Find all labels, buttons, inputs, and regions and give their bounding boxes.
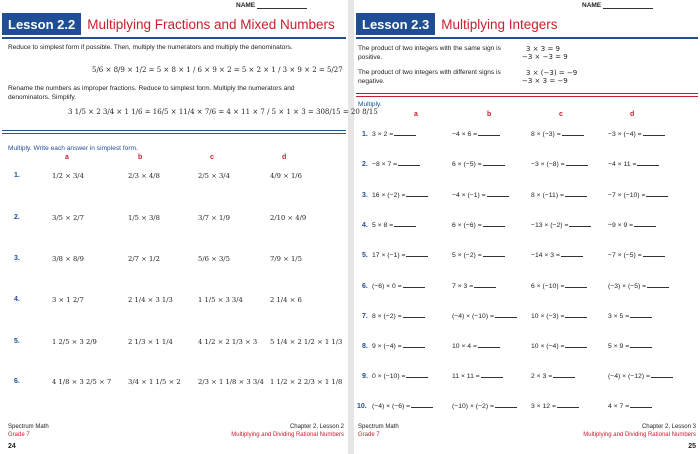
exercise-prompt: Multiply. [358,101,382,108]
problem-text: 10 × (−3) = [531,313,565,320]
answer-blank[interactable] [406,196,428,197]
rule-different-sign-example-2: −3 × 3 = −9 [522,77,568,85]
problem-4-d: 2 1/4 × 6 [270,296,302,304]
problem-text: (−10) × (−2) = [452,403,494,410]
problem-text: 6 × (−6) = [452,222,482,229]
problem-6-c [531,283,587,290]
problem-text: 3 × 12 = [531,403,556,410]
problem-6-a: 4 1/8 × 3 2/5 × 7 [52,378,112,386]
footer-book: Spectrum Math [8,424,49,430]
name-line[interactable] [257,8,307,9]
example-1: 5/6 × 8/9 × 1/2 = 5 × 8 × 1 / 6 × 9 × 2 = 5 × 2 × 1 / 3 × 9 × 2 = 5/27 [92,66,343,74]
problem-10-c [531,403,579,410]
problem-text: −3 × (−8) = [531,161,565,168]
problem-3-b [452,192,509,199]
name-label: NAME [582,2,602,9]
answer-blank[interactable] [553,377,575,378]
name-label: NAME [236,2,256,9]
page-right [354,0,700,454]
problem-1-a: 1/2 × 3/4 [52,172,84,180]
problem-text: 5 × (−2) = [452,252,482,259]
problem-text: 0 × (−10) = [372,373,406,380]
problem-3-c: 5/6 × 3/5 [198,255,230,263]
problem-text: 17 × (−1) = [372,252,406,259]
problem-8-d [608,343,652,350]
row-number: 1. [14,172,20,179]
problem-5-a: 1 2/5 × 3 2/9 [52,338,97,346]
header-rule [2,37,346,39]
answer-blank[interactable] [495,317,517,318]
problem-2-d: 2/10 × 4/9 [270,214,307,222]
problem-1-d: 4/9 × 1/6 [270,172,302,180]
row-number: 7. [362,313,368,320]
problem-text: 8 × (−3) = [531,131,561,138]
answer-blank[interactable] [403,317,425,318]
lesson-title: Multiplying Fractions and Mixed Numbers [87,16,335,32]
problem-text: −14 × 3 = [531,252,560,259]
answer-blank[interactable] [495,407,517,408]
column-header-c: c [559,111,563,118]
row-number: 3. [14,255,20,262]
answer-blank[interactable] [565,287,587,288]
rule-different-sign-example-1: 3 × (−3) = −9 [526,69,578,77]
answer-blank[interactable] [561,256,583,257]
problem-text: −4 × 11 = [608,161,637,168]
footer-chapter: Chapter 2, Lesson 2 [289,424,344,430]
name-field [582,2,653,9]
problem-3-b: 2/7 × 1/2 [128,255,160,263]
answer-blank[interactable] [403,287,425,288]
problem-4-b: 2 1/4 × 3 1/3 [128,296,173,304]
problem-text: −7 × (−5) = [608,252,642,259]
rule-same-sign-example-1: 3 × 3 = 9 [526,45,560,53]
footer-chapter: Chapter 2, Lesson 3 [641,424,696,430]
problem-1-b [452,131,500,138]
divider-blue [2,130,346,131]
answer-blank[interactable] [562,135,584,136]
problem-5-c [531,252,583,259]
answer-blank[interactable] [483,256,505,257]
lesson-badge: Lesson 2.3 [356,13,435,35]
exercise-prompt: Multiply. Write each answer in simplest form. [8,145,138,152]
problem-1-b: 2/3 × 4/8 [128,172,160,180]
footer-right [231,424,344,439]
problem-text: 10 × 4 = [452,343,477,350]
problem-6-b [452,283,496,290]
footer-grade: Grade 7 [8,431,30,438]
answer-blank[interactable] [630,407,652,408]
footer-left [8,424,49,439]
problem-5-d [608,252,665,259]
answer-blank[interactable] [398,165,420,166]
answer-blank[interactable] [483,165,505,166]
problem-text: (−6) × 0 = [372,283,402,290]
row-number: 1. [362,131,368,138]
problem-2-a [372,161,420,168]
problem-text: −3 × (−4) = [608,131,642,138]
problem-text: 3 × 2 = [372,131,394,138]
problem-text: 16 × (−2) = [372,192,406,199]
problem-6-c: 2/3 × 1 1/8 × 3 3/4 [198,378,264,386]
rule-same-sign-example-2: −3 × −3 = 9 [522,53,568,61]
header-rule [356,37,698,39]
answer-blank[interactable] [651,377,673,378]
name-line[interactable] [603,8,653,9]
row-number: 3. [362,192,368,199]
answer-blank[interactable] [406,256,428,257]
row-number: 6. [14,378,20,385]
problem-6-d [608,283,669,290]
problem-text: −13 × (−2) = [531,222,569,229]
problem-5-a [372,252,428,259]
problem-6-a [372,283,425,290]
problem-4-a: 3 × 1 2/7 [52,296,84,304]
answer-blank[interactable] [647,287,669,288]
problem-9-d [608,373,673,380]
answer-blank[interactable] [630,317,652,318]
problem-4-a [372,222,416,229]
answer-blank[interactable] [394,135,416,136]
problem-2-d [608,161,659,168]
answer-blank[interactable] [643,135,665,136]
answer-blank[interactable] [630,347,652,348]
divider-red [2,133,346,134]
problem-text: (−4) × (−10) = [452,313,494,320]
answer-blank[interactable] [557,407,579,408]
lesson-header [356,12,698,36]
column-header-a: a [414,111,418,118]
example-2: 3 1/5 × 2 3/4 × 1 1/6 = 16/5 × 11/4 × 7/6 = 4 × 11 × 7 / 5 × 1 × 3 = 308/15 = 20 8/15 [68,108,378,116]
problem-text: (−4) × (−12) = [608,373,650,380]
problem-text: (−3) × (−5) = [608,283,647,290]
problem-text: −4 × 6 = [452,131,478,138]
problem-text: (−4) × (−6) = [372,403,411,410]
page-number: 24 [8,443,16,450]
problem-6-b: 3/4 × 1 1/5 × 2 [128,378,181,386]
column-header-b: b [487,111,492,118]
name-field [236,2,307,9]
row-number: 2. [14,214,20,221]
answer-blank[interactable] [394,226,416,227]
footer-left [358,424,399,439]
row-number: 4. [362,222,368,229]
divider-red [356,96,698,97]
problem-1-c: 2/5 × 3/4 [198,172,230,180]
instruction-1: Reduce to simplest form if possible. Then, multiply the numerators and multiply the denominators. [8,44,293,51]
problem-text: −8 × 7 = [372,161,398,168]
answer-blank[interactable] [403,347,425,348]
problem-text: 5 × 9 = [608,343,630,350]
answer-blank[interactable] [643,256,665,257]
answer-blank[interactable] [474,287,496,288]
answer-blank[interactable] [566,165,588,166]
rule-different-sign: The product of two integers with different signs is negative. [358,69,501,85]
problem-3-d [608,192,668,199]
page-number: 25 [688,443,696,450]
problem-7-c [531,313,587,320]
problem-text: 9 × (−4) = [372,343,402,350]
problem-text: 6 × (−10) = [531,283,565,290]
problem-text: 11 × 11 = [452,373,480,380]
footer-grade: Grade 7 [358,431,380,438]
problem-text: 6 × (−5) = [452,161,482,168]
problem-5-b [452,252,505,259]
problem-text: −7 × (−10) = [608,192,646,199]
answer-blank[interactable] [411,407,433,408]
problem-text: 7 × 3 = [452,283,474,290]
problem-text: 3 × 5 = [608,313,630,320]
problem-8-a [372,343,425,350]
problem-9-a [372,373,428,380]
answer-blank[interactable] [481,377,503,378]
problem-2-c: 3/7 × 1/9 [198,214,230,222]
problem-2-b [452,161,505,168]
problem-text: −4 × (−1) = [452,192,486,199]
answer-blank[interactable] [569,226,591,227]
problem-5-d: 5 1/4 × 2 1/2 × 1 1/3 [270,338,343,346]
problem-3-c [531,192,587,199]
problem-9-b [452,373,503,380]
row-number: 9. [362,373,368,380]
problem-text: 2 × 3 = [531,373,553,380]
answer-blank[interactable] [646,196,668,197]
problem-text: −9 × 9 = [608,222,634,229]
footer-right [583,424,696,439]
problem-text: 8 × (−2) = [372,313,402,320]
footer-book: Spectrum Math [358,424,399,430]
problem-text: 5 × 8 = [372,222,394,229]
lesson-header [2,12,346,36]
column-header-b: b [138,154,143,161]
answer-blank[interactable] [565,347,587,348]
answer-blank[interactable] [483,226,505,227]
problem-5-c: 4 1/2 × 2 1/3 × 3 [198,338,258,346]
instruction-2: Rename the numbers as improper fractions. Reduce to simplest form. Multiply the numerators and denominators. Simplify. [8,85,295,101]
problem-1-d [608,131,665,138]
problem-2-c [531,161,588,168]
rule-same-sign: The product of two integers with the same sign is positive. [358,45,501,61]
problem-3-a: 3/8 × 8/9 [52,255,84,263]
problem-2-b: 1/5 × 3/8 [128,214,160,222]
problem-9-c [531,373,575,380]
answer-blank[interactable] [478,347,500,348]
row-number: 6. [362,283,368,290]
problem-4-d [608,222,656,229]
problem-10-d [608,403,652,410]
lesson-badge: Lesson 2.2 [2,13,81,35]
problem-text: 10 × (−4) = [531,343,565,350]
problem-1-a [372,131,416,138]
row-number: 8. [362,343,368,350]
answer-blank[interactable] [565,317,587,318]
answer-blank[interactable] [637,165,659,166]
row-number: 5. [14,338,20,345]
lesson-title: Multiplying Integers [441,16,558,32]
problem-3-a [372,192,428,199]
problem-text: 8 × (−11) = [531,192,564,199]
problem-1-c [531,131,584,138]
problem-4-c: 1 1/5 × 3 3/4 [198,296,243,304]
problem-8-c [531,343,587,350]
problem-4-b [452,222,505,229]
row-number: 2. [362,161,368,168]
column-header-d: d [282,154,287,161]
answer-blank[interactable] [478,135,500,136]
answer-blank[interactable] [565,196,587,197]
problem-2-a: 3/5 × 2/7 [52,214,84,222]
problem-7-d [608,313,652,320]
footer-topic: Multiplying and Dividing Rational Numbers [583,431,696,438]
problem-10-a [372,403,433,410]
problem-5-b: 2 1/3 × 1 1/4 [128,338,173,346]
row-number: 5. [362,252,368,259]
problem-3-d: 7/9 × 1/5 [270,255,302,263]
problem-10-b [452,403,517,410]
answer-blank[interactable] [406,377,428,378]
problem-4-c [531,222,591,229]
problem-7-b [452,313,517,320]
problem-7-a [372,313,425,320]
column-header-c: c [210,154,214,161]
answer-blank[interactable] [634,226,656,227]
footer-topic: Multiplying and Dividing Rational Numbers [231,431,344,438]
problem-6-d: 1 1/2 × 2 2/3 × 1 1/8 [270,378,343,386]
row-number: 10. [357,403,367,410]
column-header-d: d [630,111,635,118]
problem-8-b [452,343,500,350]
column-header-a: a [65,154,69,161]
answer-blank[interactable] [487,196,509,197]
divider-blue [356,93,698,94]
problem-text: 4 × 7 = [608,403,630,410]
row-number: 4. [14,296,20,303]
